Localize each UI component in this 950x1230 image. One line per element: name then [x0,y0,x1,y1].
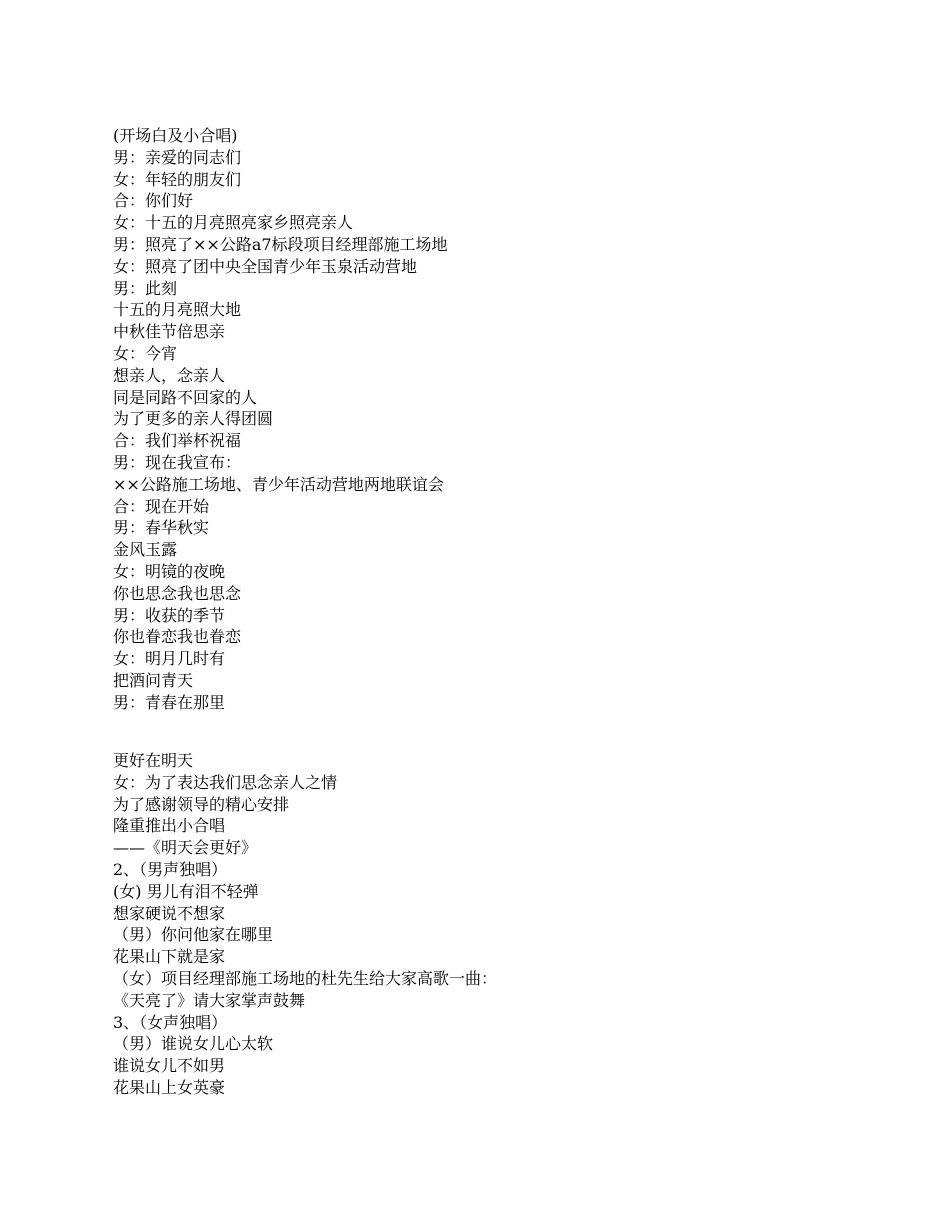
text-line: 你也眷恋我也眷恋 [113,627,242,647]
text-line: 女：照亮了团中央全国青少年玉泉活动营地 [113,256,418,276]
text-line: ××公路施工场地、青少年活动营地两地联谊会 [113,474,444,494]
text-line: 你也思念我也思念 [113,583,242,603]
text-line: 想家硬说不想家 [113,903,226,923]
text-line: ——《明天会更好》 [113,838,258,858]
text-line: 男：亲爱的同志们 [113,147,242,167]
text-line: 女：明月几时有 [113,649,226,669]
text-line: 3、（女声独唱） [113,1012,228,1032]
text-line: 把酒问青天 [113,670,194,690]
text-line: 男：此刻 [113,278,178,298]
text-line: 男：青春在那里 [113,692,226,712]
text-line: 《天亮了》请大家掌声鼓舞 [113,990,306,1010]
text-line: 合：现在开始 [113,496,210,516]
text-line: 为了感谢领导的精心安排 [113,794,290,814]
text-line: 同是同路不回家的人 [113,387,258,407]
text-line: 2、（男声独唱） [113,859,228,879]
text-line: 金风玉露 [113,540,178,560]
text-line: (女) 男儿有泪不轻弹 [113,881,259,901]
text-line: 男：收获的季节 [113,605,226,625]
text-line: 女：今宵 [113,343,178,363]
text-line: 花果山上女英豪 [113,1077,226,1097]
text-line: 男：春华秋实 [113,518,210,538]
script-section-2 [113,750,913,1099]
text-line: (开场白及小合唱) [113,126,238,145]
text-line: 男：现在我宣布： [113,452,242,472]
text-line: 想亲人，念亲人 [113,365,226,385]
text-line: 十五的月亮照大地 [113,300,242,320]
text-line: 花果山下就是家 [113,947,226,967]
text-line: 女：年轻的朋友们 [113,169,242,189]
text-line: 女：十五的月亮照亮家乡照亮亲人 [113,213,354,233]
text-line: 中秋佳节倍思亲 [113,322,226,342]
text-line: 合：你们好 [113,191,194,211]
text-line: 女：明镜的夜晚 [113,561,226,581]
text-line: 女：为了表达我们思念亲人之情 [113,772,338,792]
script-section-1 [113,125,913,714]
text-line: 隆重推出小合唱 [113,816,226,836]
text-line: 为了更多的亲人得团圆 [113,409,274,429]
text-line: 谁说女儿不如男 [113,1056,226,1076]
text-line: 合：我们举杯祝福 [113,431,242,451]
text-line: 男：照亮了××公路a7标段项目经理部施工场地 [113,234,448,254]
text-line: （女）项目经理部施工场地的杜先生给大家高歌一曲： [113,968,498,988]
text-line: 更好在明天 [113,751,194,770]
text-line: （男）谁说女儿心太软 [113,1034,274,1054]
text-line: （男）你问他家在哪里 [113,925,274,945]
